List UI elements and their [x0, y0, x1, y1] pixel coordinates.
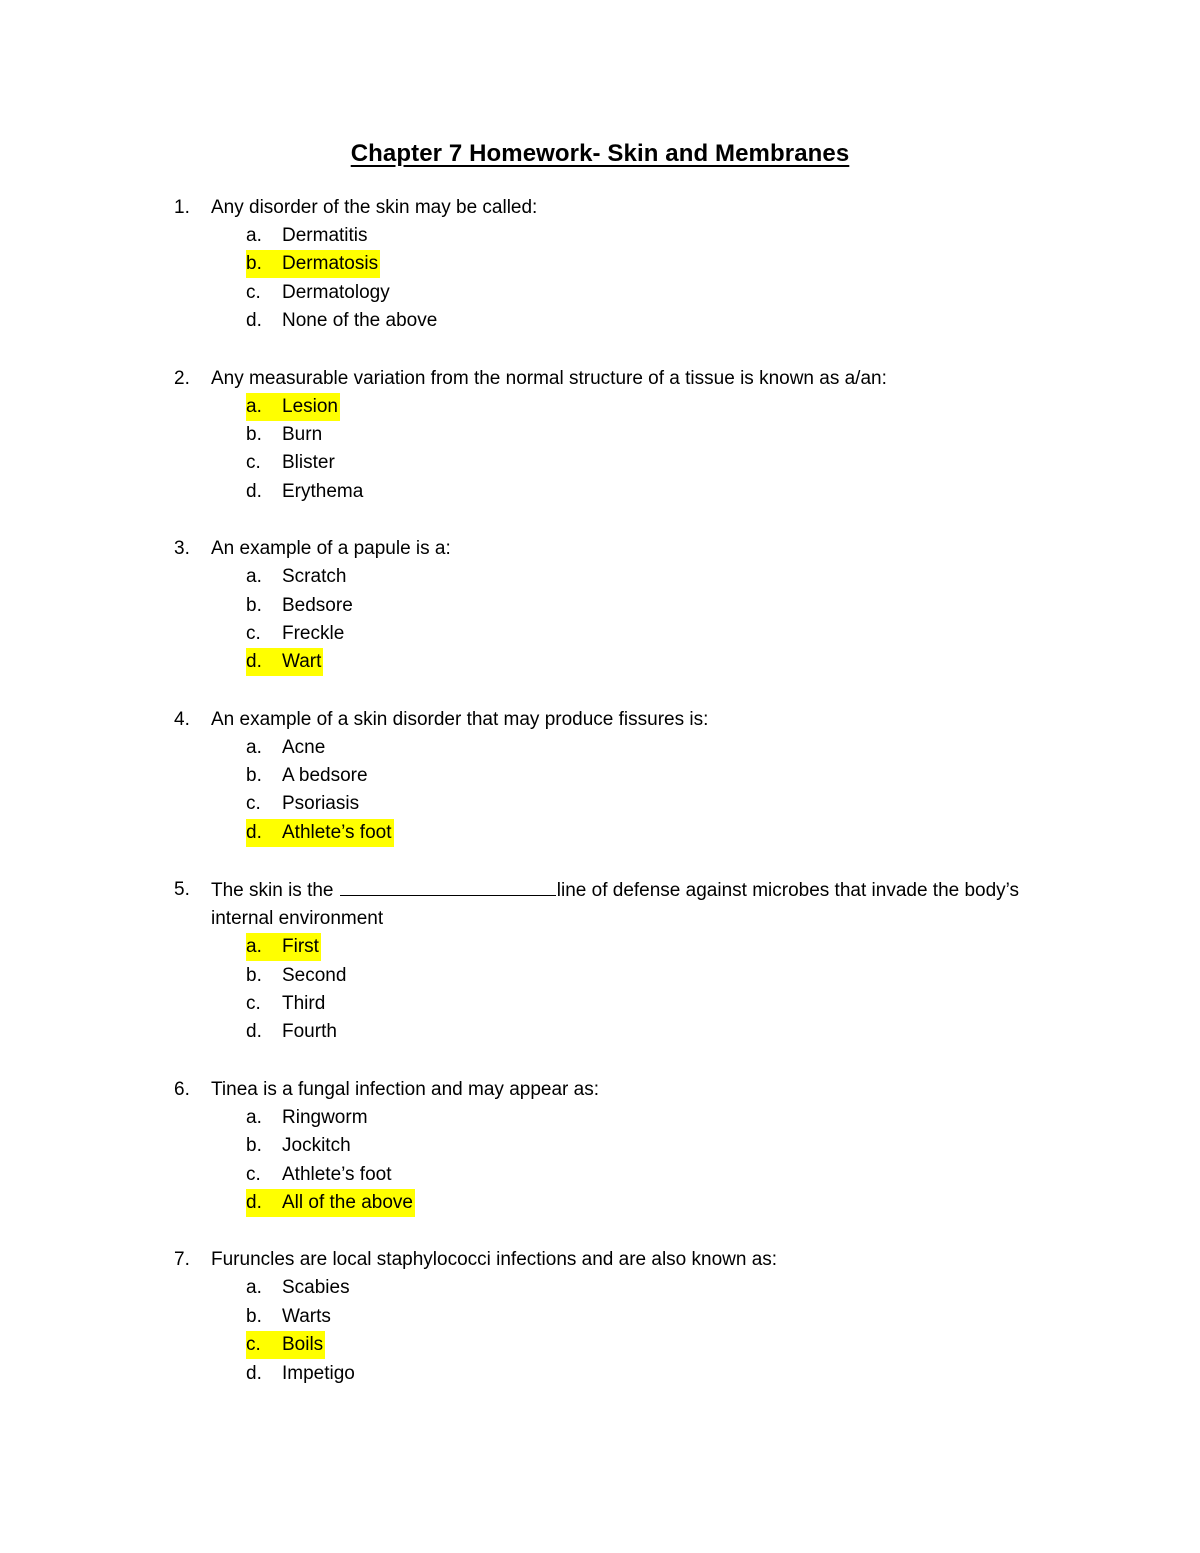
answer-option [0, 1104, 1200, 1132]
question-item [0, 706, 1200, 848]
option-text: Erythema [282, 480, 364, 502]
page-title: Chapter 7 Homework- Skin and Membranes [350, 140, 850, 167]
option-text: First [282, 936, 319, 958]
question-number: 6. [174, 1078, 190, 1100]
question-number: 4. [174, 708, 190, 730]
option-letter: b. [246, 1305, 262, 1327]
answer-row [246, 790, 359, 818]
option-text: Dermatology [282, 281, 390, 303]
answer-row [246, 1132, 351, 1160]
answer-option [0, 962, 1200, 990]
option-letter: c. [246, 622, 261, 644]
answer-option [0, 990, 1200, 1018]
option-letter: c. [246, 993, 261, 1015]
answer-option [0, 819, 1200, 847]
option-letter: b. [246, 253, 262, 275]
option-letter: a. [246, 936, 262, 958]
option-letter: a. [246, 566, 262, 588]
answer-row [246, 962, 346, 990]
answer-option [0, 1303, 1200, 1331]
answer-options [0, 933, 1200, 1047]
answer-row [246, 478, 363, 506]
option-letter: b. [246, 964, 262, 986]
option-letter: d. [246, 480, 262, 502]
question-text: Any disorder of the skin may be called: [211, 197, 538, 218]
highlighted-answer [246, 933, 321, 961]
option-letter: a. [246, 1277, 262, 1299]
answer-row [246, 563, 346, 591]
option-letter: c. [246, 452, 261, 474]
option-text: Impetigo [282, 1362, 355, 1384]
question-item [0, 1076, 1200, 1218]
answer-options [0, 1274, 1200, 1388]
option-letter: d. [246, 1191, 262, 1213]
answer-option [0, 449, 1200, 477]
option-text: Third [282, 993, 326, 1015]
option-text: Scabies [282, 1277, 350, 1299]
question-text: An example of a papule is a: [211, 538, 451, 560]
option-letter: b. [246, 594, 262, 616]
answer-row [246, 762, 368, 790]
answer-option [0, 1360, 1200, 1388]
answer-options [0, 563, 1200, 677]
answer-option [0, 620, 1200, 648]
option-text: Boils [282, 1334, 324, 1356]
answer-row [246, 307, 437, 335]
option-letter: d. [246, 1362, 262, 1384]
option-letter: c. [246, 1334, 261, 1356]
option-letter: c. [246, 1163, 261, 1185]
answer-options [0, 1104, 1200, 1218]
answer-row [246, 1303, 331, 1331]
answer-option [0, 762, 1200, 790]
answer-option [0, 1018, 1200, 1046]
highlighted-answer [246, 1189, 415, 1217]
question-text-before-blank: The skin is the [211, 880, 339, 902]
fill-in-blank-line [340, 876, 556, 896]
answer-row [246, 1360, 355, 1388]
answer-options [0, 222, 1200, 336]
highlighted-answer [246, 250, 380, 278]
question-item [0, 876, 1200, 1047]
question-item [0, 365, 1200, 507]
option-text: Ringworm [282, 1106, 368, 1128]
answer-row [246, 1161, 392, 1189]
highlighted-answer [246, 1331, 325, 1359]
option-letter: d. [246, 310, 262, 332]
option-text: Athlete’s foot [282, 1163, 392, 1185]
answer-row [246, 449, 335, 477]
option-text: Scratch [282, 566, 347, 588]
answer-option [0, 279, 1200, 307]
option-text: Jockitch [282, 1135, 351, 1157]
option-letter: a. [246, 1106, 262, 1128]
answer-row [246, 592, 353, 620]
question-list [0, 194, 1200, 1417]
answer-option [0, 1161, 1200, 1189]
answer-row [246, 990, 325, 1018]
answer-row [246, 279, 390, 307]
answer-options [0, 393, 1200, 507]
question-number: 7. [174, 1249, 190, 1271]
question-text: Any measurable variation from the normal structure of a tissue is known as a/an: [211, 367, 887, 389]
question-text: Furuncles are local staphylococci infections and are also known as: [211, 1249, 778, 1271]
option-text: Burn [282, 423, 323, 445]
highlighted-answer [246, 819, 394, 847]
question-number: 5. [174, 879, 190, 901]
question-item [0, 1246, 1200, 1388]
answer-row [246, 734, 325, 762]
option-text: Warts [282, 1305, 331, 1327]
answer-option [0, 648, 1200, 676]
option-letter: d. [246, 651, 262, 673]
option-text: Bedsore [282, 594, 353, 616]
highlighted-answer [246, 648, 323, 676]
answer-option [0, 1274, 1200, 1302]
answer-option [0, 1189, 1200, 1217]
option-text: All of the above [282, 1191, 413, 1213]
answer-option [0, 563, 1200, 591]
option-letter: b. [246, 1135, 262, 1157]
answer-row [246, 421, 322, 449]
question-number: 2. [174, 367, 190, 389]
answer-row [246, 620, 344, 648]
answer-option [0, 734, 1200, 762]
option-text: None of the above [282, 310, 438, 332]
answer-option [0, 250, 1200, 278]
answer-row [246, 1018, 337, 1046]
question-text: Tinea is a fungal infection and may appear as: [211, 1078, 599, 1100]
answer-option [0, 307, 1200, 335]
answer-options [0, 734, 1200, 848]
answer-option [0, 933, 1200, 961]
option-text: Fourth [282, 1021, 337, 1043]
option-text: Athlete’s foot [282, 821, 392, 843]
option-text: Psoriasis [282, 793, 360, 815]
option-text: Blister [282, 452, 335, 474]
option-text: Second [282, 964, 347, 986]
question-number: 1. [174, 197, 190, 218]
option-letter: a. [246, 736, 262, 758]
option-letter: b. [246, 765, 262, 787]
answer-row [246, 1104, 368, 1132]
option-text: Acne [282, 736, 326, 758]
option-letter: a. [246, 395, 262, 417]
option-letter: d. [246, 1021, 262, 1043]
question-item [0, 535, 1200, 677]
answer-option [0, 421, 1200, 449]
answer-option [0, 790, 1200, 818]
question-number: 3. [174, 538, 190, 560]
option-text: Freckle [282, 622, 345, 644]
option-text: Dermatitis [282, 225, 368, 246]
option-text: Wart [282, 651, 322, 673]
option-letter: c. [246, 281, 261, 303]
answer-row [246, 1274, 350, 1302]
option-text: Lesion [282, 395, 338, 417]
answer-option [0, 478, 1200, 506]
option-letter: c. [246, 793, 261, 815]
highlighted-answer [246, 393, 340, 421]
option-letter: b. [246, 423, 262, 445]
option-text: Dermatosis [282, 253, 379, 275]
answer-row [246, 222, 368, 250]
answer-option [0, 592, 1200, 620]
answer-option [0, 393, 1200, 421]
answer-option [0, 1132, 1200, 1160]
option-letter: a. [246, 225, 262, 246]
option-text: A bedsore [282, 765, 368, 787]
answer-option [0, 1331, 1200, 1359]
question-item [0, 194, 1200, 336]
option-letter: d. [246, 821, 262, 843]
question-text [211, 876, 1051, 933]
question-text: An example of a skin disorder that may produce fissures is: [211, 708, 709, 730]
answer-option [0, 222, 1200, 250]
question-text-after-blank: line of defense against microbes that invade the body’s internal environment [211, 880, 1020, 930]
